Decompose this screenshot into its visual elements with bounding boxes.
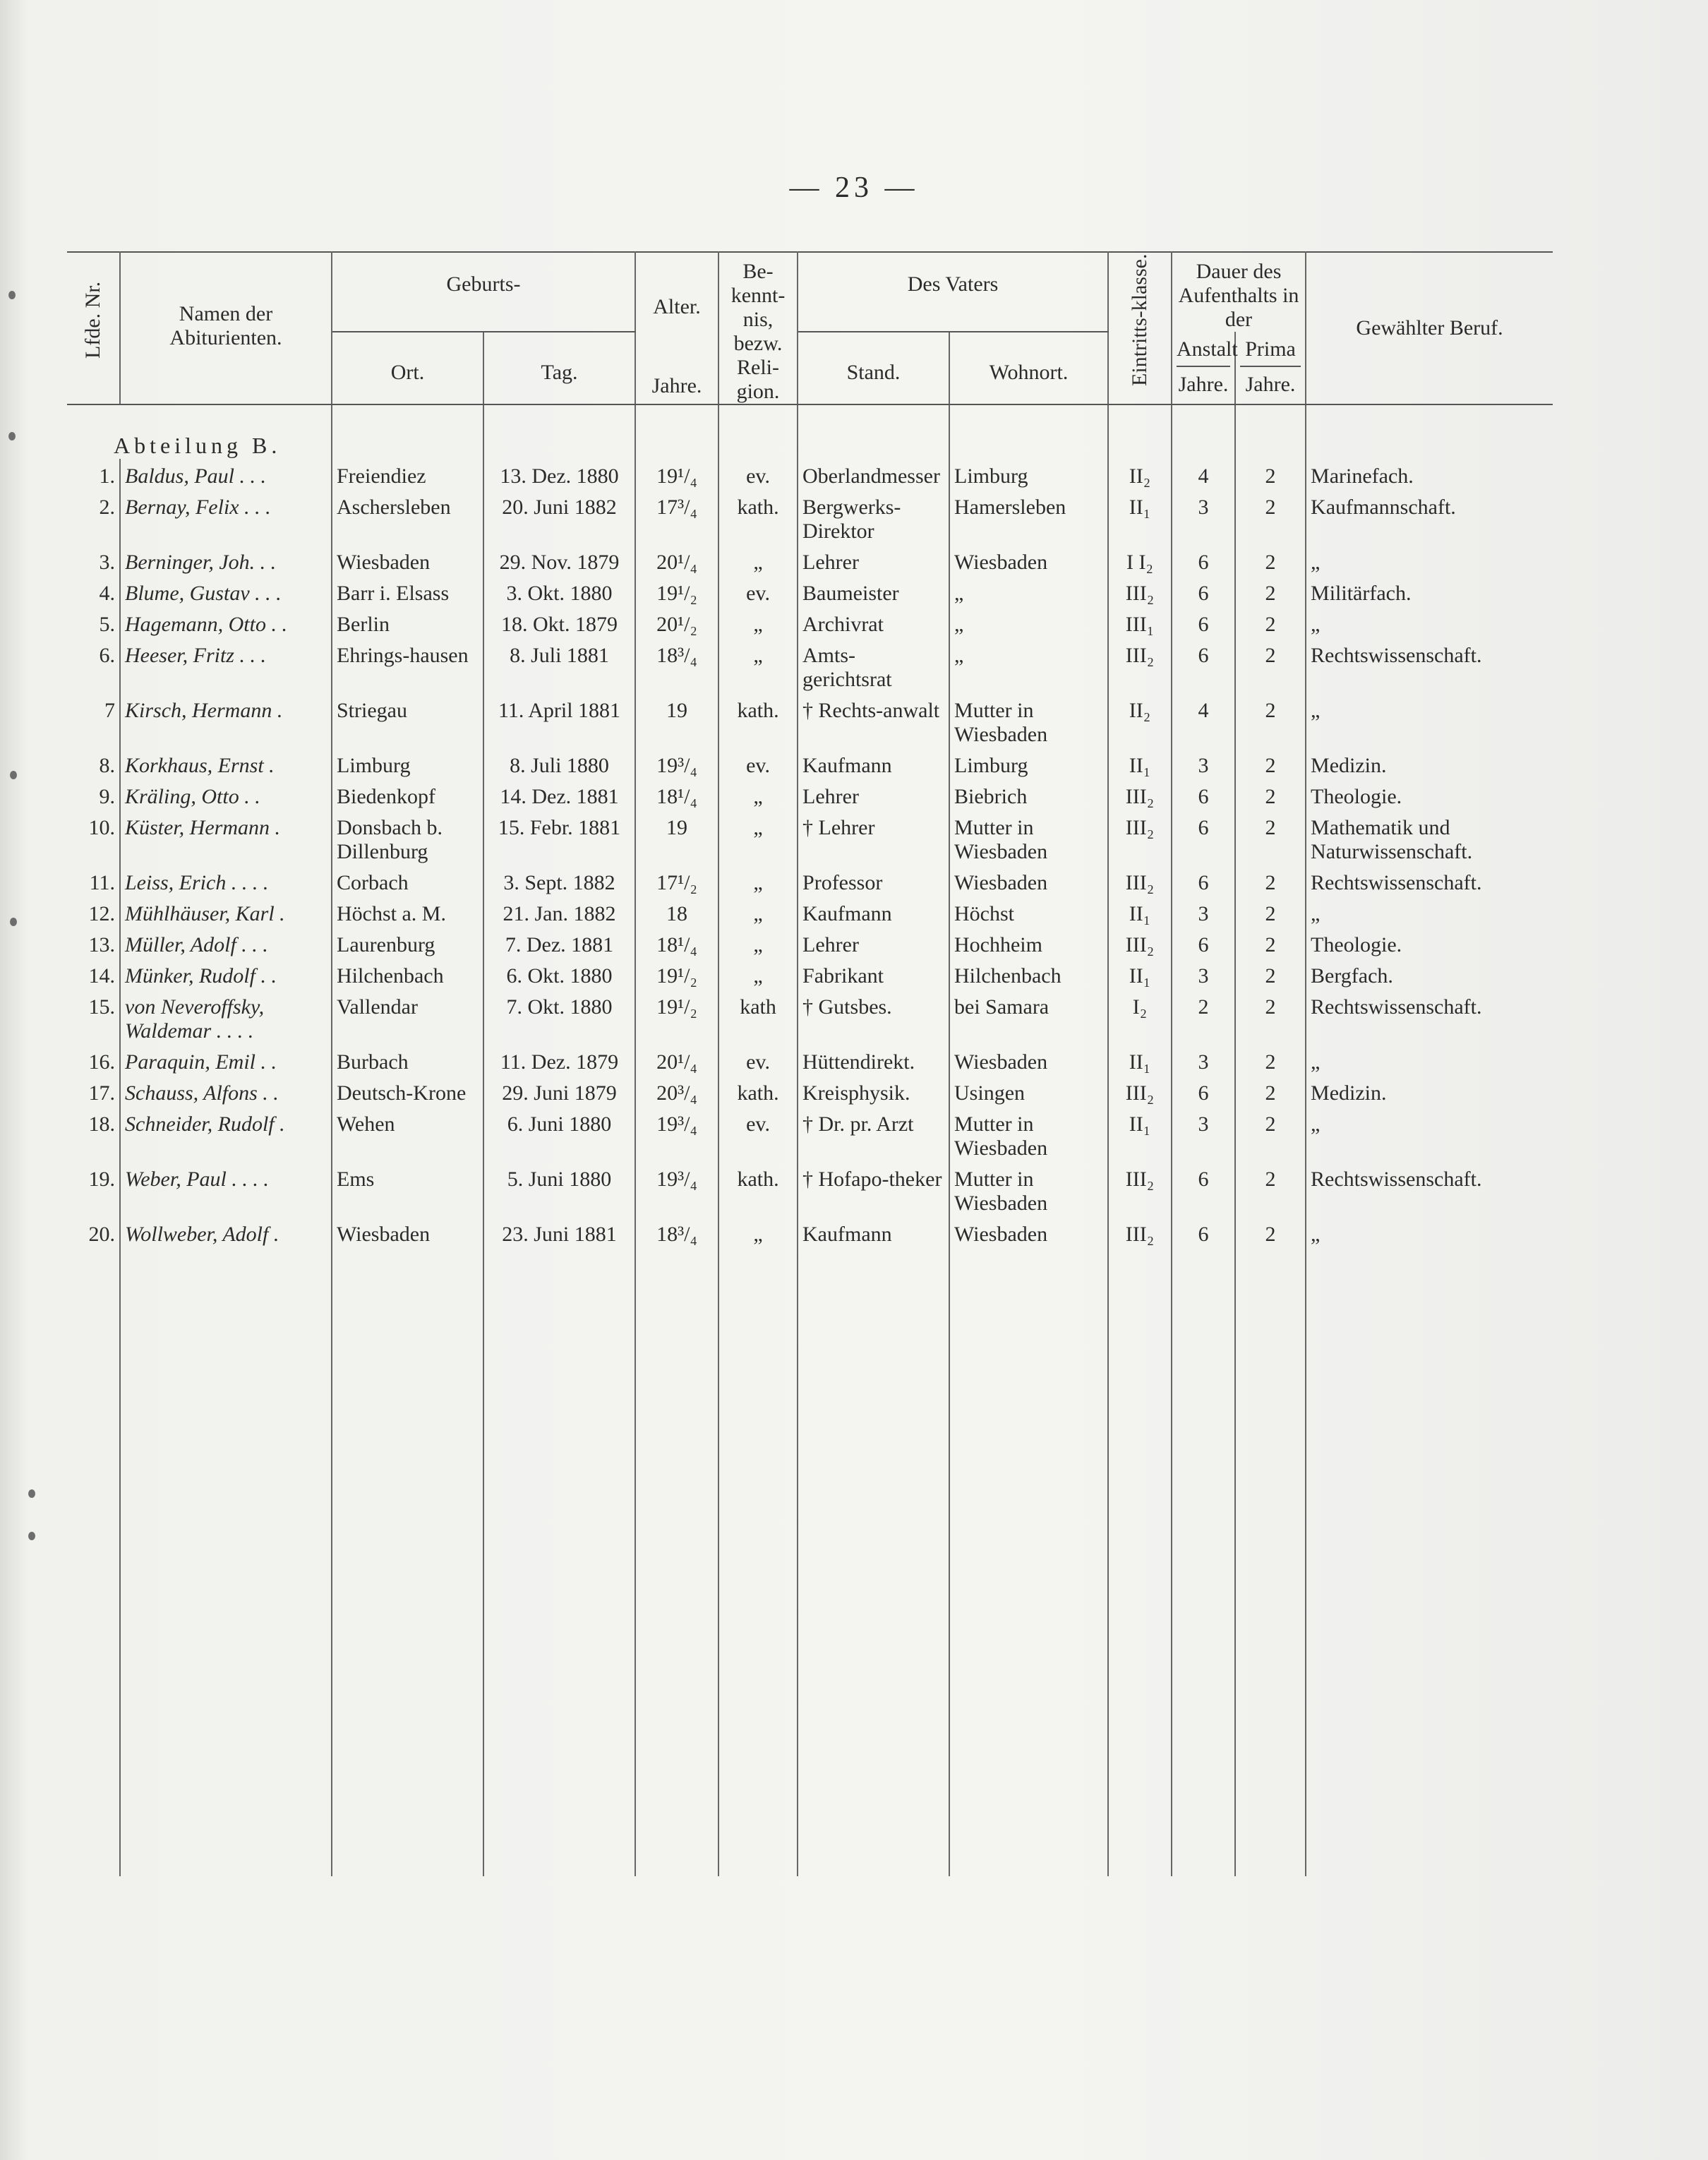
row-number: 12. [67, 896, 120, 928]
age: 20¹/₄ [635, 1045, 718, 1076]
age: 20¹/₂ [635, 607, 718, 638]
years-anstalt: 3 [1172, 1107, 1235, 1162]
father-occupation: † Dr. pr. Arzt [798, 1107, 949, 1162]
years-prima: 2 [1235, 693, 1306, 748]
row-number: 3. [67, 545, 120, 576]
table-row [67, 896, 1553, 928]
years-anstalt: 3 [1172, 896, 1235, 928]
student-name: Leiss, Erich . . . . [120, 865, 332, 896]
student-name: Heeser, Fritz . . . [120, 638, 332, 693]
student-name: Münker, Rudolf . . [120, 959, 332, 990]
father-residence: „ [949, 607, 1108, 638]
age: 20¹/₄ [635, 545, 718, 576]
age: 19 [635, 693, 718, 748]
chosen-profession: „ [1311, 1223, 1321, 1246]
religion: „ [718, 638, 798, 693]
religion: „ [718, 607, 798, 638]
years-anstalt: 6 [1172, 1162, 1235, 1217]
student-name: Baldus, Paul . . . [120, 459, 332, 490]
father-occupation: † Rechts-anwalt [798, 693, 949, 748]
birth-date: 29. Juni 1879 [483, 1076, 635, 1107]
age: 19³/₄ [635, 1107, 718, 1162]
years-prima: 2 [1235, 638, 1306, 693]
chosen-profession: Rechtswissenschaft. [1311, 871, 1482, 894]
years-prima: 2 [1235, 810, 1306, 865]
chosen-profession: Rechtswissenschaft. [1311, 1168, 1482, 1191]
chosen-profession: Theologie. [1311, 933, 1402, 956]
religion: kath. [718, 693, 798, 748]
birth-place: Wiesbaden [332, 1217, 483, 1248]
col-stand: Stand. [798, 332, 949, 404]
row-number: 1. [67, 459, 120, 490]
father-residence: Wiesbaden [949, 1217, 1108, 1248]
student-name: Kirsch, Hermann . [120, 693, 332, 748]
col-tag: Tag. [483, 332, 635, 404]
birth-place: Wehen [332, 1107, 483, 1162]
years-anstalt: 6 [1172, 928, 1235, 959]
row-number: 6. [67, 638, 120, 693]
entry-class: II₁ [1108, 959, 1172, 990]
entry-class: II₁ [1108, 1107, 1172, 1162]
years-prima: 2 [1235, 607, 1306, 638]
age: 18³/₄ [635, 1217, 718, 1248]
birth-date: 23. Juni 1881 [483, 1217, 635, 1248]
entry-class: III₂ [1108, 638, 1172, 693]
father-occupation: Fabrikant [798, 959, 949, 990]
table-row [67, 545, 1553, 576]
table-row [67, 1162, 1553, 1217]
birth-place: Ehrings-hausen [332, 638, 483, 693]
age: 19¹/₂ [635, 990, 718, 1045]
birth-date: 14. Dez. 1881 [483, 779, 635, 810]
row-number: 11. [67, 865, 120, 896]
row-number: 7 [67, 693, 120, 748]
entry-class: III₂ [1108, 810, 1172, 865]
religion: ev. [718, 576, 798, 607]
student-name: Paraquin, Emil . . [120, 1045, 332, 1076]
entry-class: III₂ [1108, 779, 1172, 810]
chosen-profession: Bergfach. [1311, 964, 1393, 988]
birth-date: 6. Juni 1880 [483, 1107, 635, 1162]
row-number: 9. [67, 779, 120, 810]
chosen-profession: Militärfach. [1311, 582, 1412, 605]
col-wohnort: Wohnort. [949, 332, 1108, 404]
student-name: von Neveroffsky, Waldemar . . . . [120, 990, 332, 1045]
entry-class: I I₂ [1108, 545, 1172, 576]
entry-class: III₂ [1108, 865, 1172, 896]
student-name: Kräling, Otto . . [120, 779, 332, 810]
table-row [67, 490, 1553, 545]
father-residence: Biebrich [949, 779, 1108, 810]
years-anstalt: 6 [1172, 1217, 1235, 1248]
birth-place: Biedenkopf [332, 779, 483, 810]
col-geburts: Geburts- [332, 252, 635, 332]
student-name: Müller, Adolf . . . [120, 928, 332, 959]
years-anstalt: 6 [1172, 810, 1235, 865]
birth-place: Aschersleben [332, 490, 483, 545]
religion: kath. [718, 490, 798, 545]
row-number: 16. [67, 1045, 120, 1076]
birth-place: Burbach [332, 1045, 483, 1076]
col-alter-jahre: Jahre. [635, 332, 718, 404]
birth-date: 29. Nov. 1879 [483, 545, 635, 576]
years-prima: 2 [1235, 990, 1306, 1045]
row-number: 20. [67, 1217, 120, 1248]
chosen-profession: Theologie. [1311, 785, 1402, 808]
student-name: Schneider, Rudolf . [120, 1107, 332, 1162]
father-residence: Mutter in Wiesbaden [949, 1162, 1108, 1217]
father-occupation: Kreisphysik. [798, 1076, 949, 1107]
father-occupation: Lehrer [798, 928, 949, 959]
student-name: Mühlhäuser, Karl . [120, 896, 332, 928]
row-number: 2. [67, 490, 120, 545]
row-number: 13. [67, 928, 120, 959]
col-des-vaters: Des Vaters [798, 252, 1108, 332]
col-ort: Ort. [332, 332, 483, 404]
religion: ev. [718, 1045, 798, 1076]
chosen-profession: Marinefach. [1311, 464, 1414, 488]
years-prima: 2 [1235, 896, 1306, 928]
entry-class: III₂ [1108, 1162, 1172, 1217]
table-row [67, 959, 1553, 990]
years-anstalt: 3 [1172, 959, 1235, 990]
birth-place: Höchst a. M. [332, 896, 483, 928]
father-occupation: Kaufmann [798, 748, 949, 779]
religion: ev. [718, 459, 798, 490]
col-anstalt [1172, 332, 1238, 404]
entry-class: II₂ [1108, 693, 1172, 748]
anstalt-label: Anstalt [1177, 337, 1230, 367]
birth-place: Ems [332, 1162, 483, 1217]
years-anstalt: 6 [1172, 545, 1235, 576]
birth-place: Corbach [332, 865, 483, 896]
birth-date: 8. Juli 1881 [483, 638, 635, 693]
table-row [67, 865, 1553, 896]
row-number: 5. [67, 607, 120, 638]
chosen-profession: „ [1311, 551, 1321, 574]
birth-place: Striegau [332, 693, 483, 748]
years-prima: 2 [1235, 779, 1306, 810]
table-row [67, 1107, 1553, 1162]
father-occupation: Professor [798, 865, 949, 896]
age: 19¹/₂ [635, 576, 718, 607]
father-residence: Wiesbaden [949, 545, 1108, 576]
chosen-profession: Mathematik und Naturwissenschaft. [1311, 816, 1473, 863]
student-name: Wollweber, Adolf . [120, 1217, 332, 1248]
entry-class: III₂ [1108, 928, 1172, 959]
anstalt-jahre: Jahre. [1178, 373, 1229, 396]
table-row [67, 638, 1553, 693]
father-residence: Mutter in Wiesbaden [949, 1107, 1108, 1162]
punch-hole [10, 771, 17, 779]
table-row [67, 607, 1553, 638]
years-prima: 2 [1235, 1162, 1306, 1217]
father-residence: Usingen [949, 1076, 1108, 1107]
birth-place: Laurenburg [332, 928, 483, 959]
entry-class: III₂ [1108, 576, 1172, 607]
table-row [67, 748, 1553, 779]
birth-place: Freiendiez [332, 459, 483, 490]
father-residence: „ [949, 576, 1108, 607]
religion: „ [718, 810, 798, 865]
religion: „ [718, 779, 798, 810]
birth-place: Barr i. Elsass [332, 576, 483, 607]
col-dauer: Dauer des Aufenthalts in der [1172, 252, 1306, 332]
years-anstalt: 4 [1172, 693, 1235, 748]
years-anstalt: 6 [1172, 865, 1235, 896]
religion: kath [718, 990, 798, 1045]
father-residence: Wiesbaden [949, 1045, 1108, 1076]
father-residence: Limburg [949, 748, 1108, 779]
row-number: 19. [67, 1162, 120, 1217]
col-namen: Namen der Abiturienten. [120, 252, 332, 404]
religion: „ [718, 896, 798, 928]
father-occupation: Kaufmann [798, 896, 949, 928]
col-prima [1235, 332, 1306, 404]
entry-class: II₁ [1108, 896, 1172, 928]
religion: kath. [718, 1076, 798, 1107]
father-occupation: Lehrer [798, 779, 949, 810]
table-row [67, 459, 1553, 490]
punch-hole [8, 291, 16, 299]
age: 18¹/₄ [635, 928, 718, 959]
chosen-profession: „ [1311, 1050, 1321, 1074]
age: 19¹/₄ [635, 459, 718, 490]
years-anstalt: 6 [1172, 638, 1235, 693]
table-row [67, 990, 1553, 1045]
age: 18 [635, 896, 718, 928]
religion: kath. [718, 1162, 798, 1217]
birth-place: Wiesbaden [332, 545, 483, 576]
father-occupation: Baumeister [798, 576, 949, 607]
row-number: 18. [67, 1107, 120, 1162]
years-anstalt: 6 [1172, 779, 1235, 810]
student-name: Blume, Gustav . . . [120, 576, 332, 607]
years-prima: 2 [1235, 1045, 1306, 1076]
chosen-profession: „ [1311, 902, 1321, 925]
age: 18³/₄ [635, 638, 718, 693]
punch-hole [28, 1489, 35, 1498]
chosen-profession: Medizin. [1311, 1081, 1387, 1105]
table-row [67, 928, 1553, 959]
birth-place: Berlin [332, 607, 483, 638]
prima-jahre: Jahre. [1245, 373, 1296, 396]
father-occupation: Oberlandmesser [798, 459, 949, 490]
row-number: 8. [67, 748, 120, 779]
age: 18¹/₄ [635, 779, 718, 810]
col-alter: Alter. [635, 252, 718, 332]
years-prima: 2 [1235, 748, 1306, 779]
years-anstalt: 6 [1172, 576, 1235, 607]
age: 19 [635, 810, 718, 865]
abiturienten-table [67, 251, 1553, 1876]
table-row [67, 576, 1553, 607]
student-name: Berninger, Joh. . . [120, 545, 332, 576]
punch-hole [10, 918, 17, 926]
father-occupation: Lehrer [798, 545, 949, 576]
father-residence: Hochheim [949, 928, 1108, 959]
religion: „ [718, 959, 798, 990]
years-prima: 2 [1235, 865, 1306, 896]
age: 17¹/₂ [635, 865, 718, 896]
religion: „ [718, 1217, 798, 1248]
religion: „ [718, 865, 798, 896]
years-prima: 2 [1235, 1076, 1306, 1107]
col-eintritts: Eintritts-klasse. [1108, 252, 1172, 404]
chosen-profession: Medizin. [1311, 754, 1387, 777]
years-prima: 2 [1235, 1217, 1306, 1248]
table-row [67, 779, 1553, 810]
father-occupation: Bergwerks-Direktor [798, 490, 949, 545]
row-number: 4. [67, 576, 120, 607]
prima-label: Prima [1240, 337, 1301, 367]
birth-date: 11. Dez. 1879 [483, 1045, 635, 1076]
page-number: — 23 — [789, 172, 919, 204]
father-residence: Mutter in Wiesbaden [949, 693, 1108, 748]
table-row [67, 1045, 1553, 1076]
birth-date: 21. Jan. 1882 [483, 896, 635, 928]
entry-class: II₁ [1108, 490, 1172, 545]
table-row [67, 810, 1553, 865]
row-number: 14. [67, 959, 120, 990]
student-name: Weber, Paul . . . . [120, 1162, 332, 1217]
student-name: Hagemann, Otto . . [120, 607, 332, 638]
religion: ev. [718, 1107, 798, 1162]
birth-date: 7. Okt. 1880 [483, 990, 635, 1045]
birth-date: 8. Juli 1880 [483, 748, 635, 779]
birth-date: 18. Okt. 1879 [483, 607, 635, 638]
student-name: Bernay, Felix . . . [120, 490, 332, 545]
chosen-profession: „ [1311, 1112, 1321, 1136]
birth-date: 20. Juni 1882 [483, 490, 635, 545]
years-anstalt: 4 [1172, 459, 1235, 490]
father-occupation: † Lehrer [798, 810, 949, 865]
col-beruf: Gewählter Beruf. [1306, 252, 1553, 404]
father-occupation: † Gutsbes. [798, 990, 949, 1045]
birth-date: 3. Okt. 1880 [483, 576, 635, 607]
father-residence: Mutter in Wiesbaden [949, 810, 1108, 865]
student-name: Schauss, Alfons . . [120, 1076, 332, 1107]
entry-class: III₂ [1108, 1217, 1172, 1248]
punch-hole [28, 1532, 35, 1540]
years-prima: 2 [1235, 1107, 1306, 1162]
religion: „ [718, 545, 798, 576]
father-occupation: Archivrat [798, 607, 949, 638]
student-name: Korkhaus, Ernst . [120, 748, 332, 779]
years-anstalt: 3 [1172, 490, 1235, 545]
birth-date: 7. Dez. 1881 [483, 928, 635, 959]
age: 17³/₄ [635, 490, 718, 545]
row-number: 10. [67, 810, 120, 865]
birth-date: 6. Okt. 1880 [483, 959, 635, 990]
entry-class: I₂ [1108, 990, 1172, 1045]
birth-date: 13. Dez. 1880 [483, 459, 635, 490]
table-row [67, 1217, 1553, 1248]
birth-place: Deutsch-Krone [332, 1076, 483, 1107]
father-residence: Wiesbaden [949, 865, 1108, 896]
chosen-profession: Kaufmannschaft. [1311, 496, 1456, 519]
birth-date: 3. Sept. 1882 [483, 865, 635, 896]
col-bekenntnis: Be-kennt-nis, bezw. Reli-gion. [718, 252, 798, 404]
punch-hole [8, 432, 16, 440]
col-lfde-nr: Lfde. Nr. [67, 252, 120, 404]
birth-place: Limburg [332, 748, 483, 779]
father-occupation: Amts-gerichtsrat [798, 638, 949, 693]
birth-place: Hilchenbach [332, 959, 483, 990]
birth-place: Vallendar [332, 990, 483, 1045]
entry-class: II₁ [1108, 748, 1172, 779]
father-occupation: † Hofapo-theker [798, 1162, 949, 1217]
father-residence: bei Samara [949, 990, 1108, 1045]
father-residence: Höchst [949, 896, 1108, 928]
chosen-profession: Rechtswissenschaft. [1311, 995, 1482, 1019]
age: 19¹/₂ [635, 959, 718, 990]
years-anstalt: 3 [1172, 1045, 1235, 1076]
father-residence: „ [949, 638, 1108, 693]
entry-class: III₂ [1108, 1076, 1172, 1107]
age: 20³/₄ [635, 1076, 718, 1107]
entry-class: III₁ [1108, 607, 1172, 638]
religion: „ [718, 928, 798, 959]
years-prima: 2 [1235, 576, 1306, 607]
birth-place: Donsbach b. Dillenburg [332, 810, 483, 865]
years-prima: 2 [1235, 459, 1306, 490]
father-residence: Hilchenbach [949, 959, 1108, 990]
entry-class: II₁ [1108, 1045, 1172, 1076]
years-prima: 2 [1235, 959, 1306, 990]
chosen-profession: „ [1311, 699, 1321, 722]
age: 19³/₄ [635, 748, 718, 779]
religion: ev. [718, 748, 798, 779]
years-anstalt: 6 [1172, 1076, 1235, 1107]
table-row [67, 1076, 1553, 1107]
chosen-profession: Rechtswissenschaft. [1311, 644, 1482, 667]
chosen-profession: „ [1311, 613, 1321, 636]
father-occupation: Hüttendirekt. [798, 1045, 949, 1076]
row-number: 15. [67, 990, 120, 1045]
years-anstalt: 2 [1172, 990, 1235, 1045]
years-prima: 2 [1235, 545, 1306, 576]
row-number: 17. [67, 1076, 120, 1107]
years-anstalt: 3 [1172, 748, 1235, 779]
table-row [67, 693, 1553, 748]
entry-class: II₂ [1108, 459, 1172, 490]
age: 19³/₄ [635, 1162, 718, 1217]
years-anstalt: 6 [1172, 607, 1235, 638]
birth-date: 15. Febr. 1881 [483, 810, 635, 865]
years-prima: 2 [1235, 490, 1306, 545]
student-name: Küster, Hermann . [120, 810, 332, 865]
years-prima: 2 [1235, 928, 1306, 959]
father-occupation: Kaufmann [798, 1217, 949, 1248]
birth-date: 5. Juni 1880 [483, 1162, 635, 1217]
birth-date: 11. April 1881 [483, 693, 635, 748]
father-residence: Hamersleben [949, 490, 1108, 545]
father-residence: Limburg [949, 459, 1108, 490]
section-heading: Abteilung B. [114, 433, 282, 458]
